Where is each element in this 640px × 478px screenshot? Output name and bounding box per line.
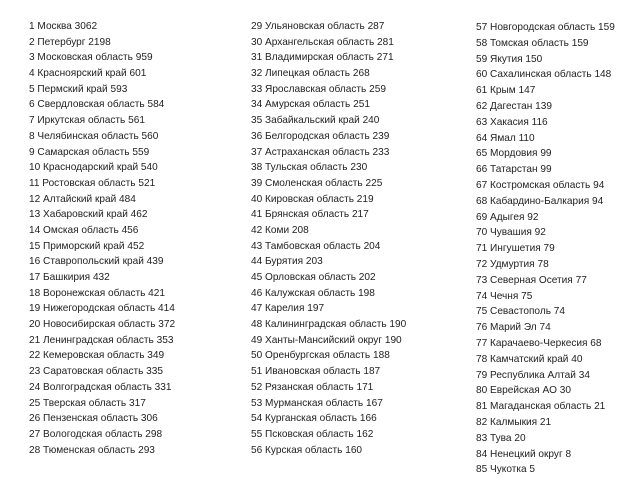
region-rank-item: 36 Белгородская область 239	[251, 130, 390, 142]
region-rank-item: 47 Карелия 197	[251, 303, 325, 315]
region-rank-item: 43 Тамбовская область 204	[251, 240, 381, 252]
region-rank-item: 76 Марий Эл 74	[476, 322, 551, 334]
ranking-column-3	[476, 20, 615, 478]
region-rank-item: 28 Тюменская область 293	[29, 444, 155, 456]
region-rank-item: 52 Рязанская область 171	[251, 381, 374, 393]
region-rank-item: 39 Смоленская область 225	[251, 177, 383, 189]
region-rank-item: 45 Орловская область 202	[251, 272, 376, 283]
region-rank-item: 59 Якутия 150	[476, 53, 543, 65]
region-rank-item: 60 Сахалинская область 148	[476, 69, 612, 81]
region-rank-item: 33 Ярославская область 259	[251, 83, 386, 95]
region-rank-item: 71 Ингушетия 79	[476, 243, 555, 255]
region-rank-item: 51 Ивановская область 187	[251, 366, 381, 378]
region-rank-item: 16 Ставропольский край 439	[29, 256, 164, 268]
region-rank-item: 37 Астраханская область 233	[251, 146, 390, 158]
region-rank-item: 3 Московская область 959	[29, 52, 153, 64]
region-rank-item: 80 Еврейская АО 30	[476, 385, 571, 397]
region-rank-item: 62 Дагестан 139	[476, 100, 552, 112]
region-rank-item: 75 Севастополь 74	[476, 306, 566, 318]
region-rank-item: 19 Нижегородская область 414	[29, 303, 175, 315]
region-rank-item: 29 Ульяновская область 287	[251, 21, 385, 32]
region-rank-item: 74 Чечня 75	[476, 290, 533, 302]
region-rank-item: 55 Псковская область 162	[251, 428, 374, 440]
region-rank-item: 31 Владимирская область 271	[251, 52, 394, 64]
region-rank-item: 25 Тверская область 317	[29, 397, 146, 409]
region-rank-item: 77 Карачаево-Черкесия 68	[476, 337, 602, 349]
region-rank-item: 4 Красноярский край 601	[29, 68, 147, 80]
region-rank-item: 14 Омская область 456	[29, 224, 139, 236]
region-rank-item: 11 Ростовская область 521	[29, 177, 156, 189]
region-rank-item: 48 Калининградская область 190	[251, 319, 407, 331]
region-rank-item: 72 Удмуртия 78	[476, 258, 549, 270]
region-rank-item: 49 Ханты-Мансийский округ 190	[251, 334, 402, 346]
region-rank-item: 38 Тульская область 230	[251, 162, 368, 174]
region-rank-item: 66 Татарстан 99	[476, 164, 552, 176]
region-rank-item: 21 Ленинградская область 353	[29, 334, 174, 346]
region-rank-item: 26 Пензенская область 306	[29, 413, 158, 425]
region-rank-item: 12 Алтайский край 484	[29, 193, 136, 205]
region-rank-item: 9 Самарская область 559	[29, 146, 150, 158]
region-rank-item: 35 Забайкальский край 240	[251, 115, 380, 127]
region-rank-item: 20 Новосибирская область 372	[29, 319, 176, 331]
region-rank-item: 50 Оренбургская область 188	[251, 350, 390, 362]
region-rank-item: 70 Чувашия 92	[476, 227, 546, 239]
region-rank-item: 85 Чукотка 5	[476, 464, 536, 476]
region-rank-item: 22 Кемеровская область 349	[29, 350, 165, 362]
region-rank-item: 64 Ямал 110	[476, 132, 535, 144]
region-rank-item: 23 Саратовская область 335	[29, 366, 164, 378]
region-rank-item: 81 Магаданская область 21	[476, 401, 606, 413]
region-rank-item: 84 Ненецкий округ 8	[476, 448, 572, 460]
region-rank-item: 61 Крым 147	[476, 85, 536, 97]
region-rank-item: 7 Иркутская область 561	[29, 115, 145, 127]
region-rank-item: 2 Петербург 2198	[29, 36, 111, 48]
region-rank-item: 42 Коми 208	[251, 224, 309, 236]
region-rank-item: 78 Камчатский край 40	[476, 353, 583, 365]
region-rank-item: 24 Волгоградская область 331	[29, 381, 172, 393]
region-rank-item: 79 Республика Алтай 34	[476, 369, 590, 381]
region-rank-item: 68 Кабардино-Балкария 94	[476, 195, 604, 207]
region-rank-item: 6 Свердловская область 584	[29, 99, 165, 111]
region-rank-item: 73 Северная Осетия 77	[476, 274, 587, 286]
region-rank-item: 83 Тува 20	[476, 432, 526, 444]
region-rank-item: 40 Кировская область 219	[251, 193, 374, 205]
region-rank-item: 17 Башкирия 432	[29, 272, 110, 283]
region-rank-item: 58 Томская область 159	[476, 37, 589, 49]
region-rank-item: 41 Брянская область 217	[251, 209, 369, 221]
region-rank-item: 10 Краснодарский край 540	[29, 162, 158, 174]
region-rank-item: 44 Бурятия 203	[251, 256, 323, 268]
region-rank-item: 13 Хабаровский край 462	[29, 209, 148, 221]
region-rank-item: 5 Пермский край 593	[29, 83, 128, 95]
region-rank-item: 18 Воронежская область 421	[29, 287, 166, 299]
region-rank-item: 34 Амурская область 251	[251, 99, 370, 111]
region-rank-item: 56 Курская область 160	[251, 444, 363, 456]
region-rank-item: 67 Костромская область 94	[476, 179, 605, 191]
region-rank-item: 15 Приморский край 452	[29, 240, 145, 252]
region-rank-item: 53 Мурманская область 167	[251, 397, 383, 409]
region-rank-item: 63 Хакасия 116	[476, 116, 548, 128]
region-rank-item: 8 Челябинская область 560	[29, 130, 159, 142]
region-rank-item: 30 Архангельская область 281	[251, 36, 394, 48]
region-rank-item: 69 Адыгея 92	[476, 211, 539, 223]
ranking-column-2	[251, 19, 406, 458]
region-rank-item: 27 Вологодская область 298	[29, 428, 163, 440]
region-rank-item: 82 Калмыкия 21	[476, 416, 552, 428]
region-rank-item: 46 Калужская область 198	[251, 287, 375, 299]
region-rank-item: 1 Москва 3062	[29, 21, 98, 32]
region-rank-item: 57 Новгородская область 159	[476, 22, 615, 33]
region-rank-item: 54 Курганская область 166	[251, 413, 377, 425]
region-rank-item: 65 Мордовия 99	[476, 148, 552, 160]
region-rank-item: 32 Липецкая область 268	[251, 68, 370, 80]
ranking-column-1	[29, 19, 175, 458]
